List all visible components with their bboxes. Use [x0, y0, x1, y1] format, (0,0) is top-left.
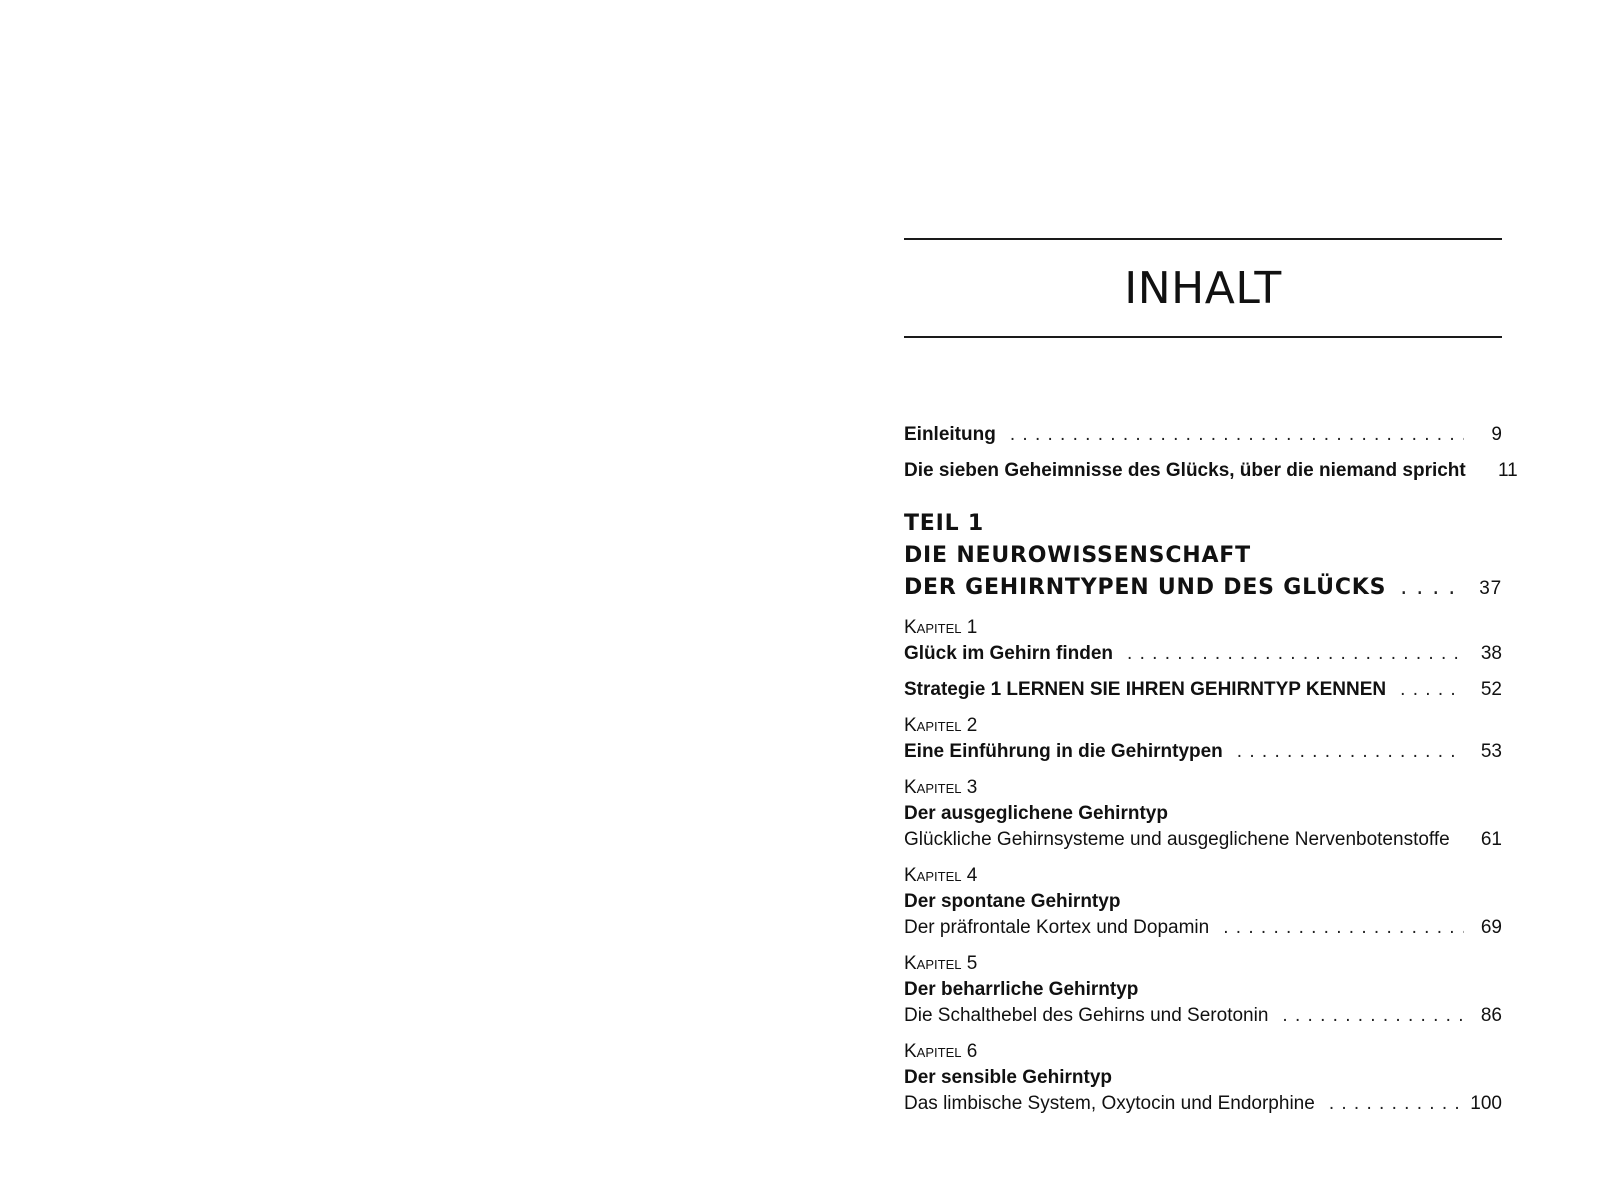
table-of-contents — [904, 238, 1518, 1117]
entry-title: Der beharrliche Gehirntyp — [904, 979, 1139, 1000]
chapter-subtitle-line — [904, 1091, 1502, 1117]
entry-title: Der ausgeglichene Gehirntyp — [904, 803, 1168, 824]
page-title: INHALT — [1124, 262, 1282, 314]
entry-title: Der sensible Gehirntyp — [904, 1067, 1113, 1088]
entry-title: Die sieben Geheimnisse des Glücks, über die niemand spricht — [904, 460, 1466, 481]
entry-title: Glück im Gehirn finden — [904, 643, 1114, 664]
chapter-title-line — [904, 739, 1502, 765]
chapter-label: Kapitel 6 — [904, 1041, 978, 1062]
entry-title: DER GEHIRNTYPEN UND DES GLÜCKS — [904, 575, 1387, 600]
toc-entry-chapter-6 — [904, 1039, 1502, 1117]
dot-leader — [1400, 572, 1464, 604]
dot-leader — [1282, 1003, 1464, 1029]
page-number: 38 — [1480, 643, 1502, 664]
part-heading — [904, 508, 1502, 605]
entry-subtitle: Das limbische System, Oxytocin und Endorphine — [904, 1093, 1315, 1114]
page-number: 11 — [1498, 460, 1518, 481]
chapter-title — [904, 977, 1502, 1003]
page-number: 9 — [1491, 424, 1502, 445]
entry-title: Der spontane Gehirntyp — [904, 891, 1121, 912]
part-title-line-2 — [904, 572, 1502, 605]
part-title-line-1: DIE NEUROWISSENSCHAFT — [904, 543, 1251, 568]
toc-entry-chapter-3 — [904, 775, 1502, 853]
chapter-title-line — [904, 641, 1502, 667]
dot-leader — [1010, 422, 1464, 448]
chapter-subtitle-line — [904, 827, 1502, 853]
entry-title: Einleitung — [904, 424, 996, 445]
chapter-subtitle-line — [904, 915, 1502, 941]
toc-entry-chapter-1 — [904, 615, 1502, 667]
toc-entry-strategie-1 — [904, 677, 1502, 703]
chapter-label: Kapitel 3 — [904, 777, 978, 798]
page-number: 100 — [1470, 1093, 1502, 1114]
page-number: 37 — [1479, 578, 1502, 599]
page-number: 53 — [1480, 741, 1502, 762]
chapter-title — [904, 1065, 1502, 1091]
dot-leader — [1400, 677, 1464, 703]
entry-subtitle: Glückliche Gehirnsysteme und ausgeglichene Nervenbotenstoffe — [904, 829, 1450, 850]
toc-entry-chapter-4 — [904, 863, 1502, 941]
toc-entry-einleitung — [904, 422, 1502, 448]
entry-subtitle: Die Schalthebel des Gehirns und Serotonin — [904, 1005, 1269, 1026]
dot-leader — [1237, 739, 1464, 765]
dot-leader — [1329, 1091, 1462, 1117]
page-number: 86 — [1480, 1005, 1502, 1026]
chapter-title — [904, 801, 1502, 827]
toc-entry-chapter-2 — [904, 713, 1502, 765]
toc-entry-geheimnisse — [904, 458, 1518, 484]
page-number: 69 — [1480, 917, 1502, 938]
entry-subtitle: Der präfrontale Kortex und Dopamin — [904, 917, 1210, 938]
chapter-title — [904, 889, 1502, 915]
chapter-label: Kapitel 1 — [904, 617, 978, 638]
toc-entry-chapter-5 — [904, 951, 1502, 1029]
part-number: TEIL 1 — [904, 511, 985, 536]
entry-title: Eine Einführung in die Gehirntypen — [904, 741, 1223, 762]
dot-leader — [1127, 641, 1464, 667]
toc-entries — [904, 422, 1518, 1117]
chapter-subtitle-line — [904, 1003, 1502, 1029]
page-number: 52 — [1480, 679, 1502, 700]
chapter-label: Kapitel 4 — [904, 865, 978, 886]
page-number: 61 — [1480, 829, 1502, 850]
dot-leader — [1223, 915, 1464, 941]
chapter-label: Kapitel 5 — [904, 953, 978, 974]
entry-title: Strategie 1 LERNEN SIE IHREN GEHIRNTYP KENNEN — [904, 679, 1387, 700]
chapter-label: Kapitel 2 — [904, 715, 978, 736]
bottom-rule — [904, 336, 1502, 338]
